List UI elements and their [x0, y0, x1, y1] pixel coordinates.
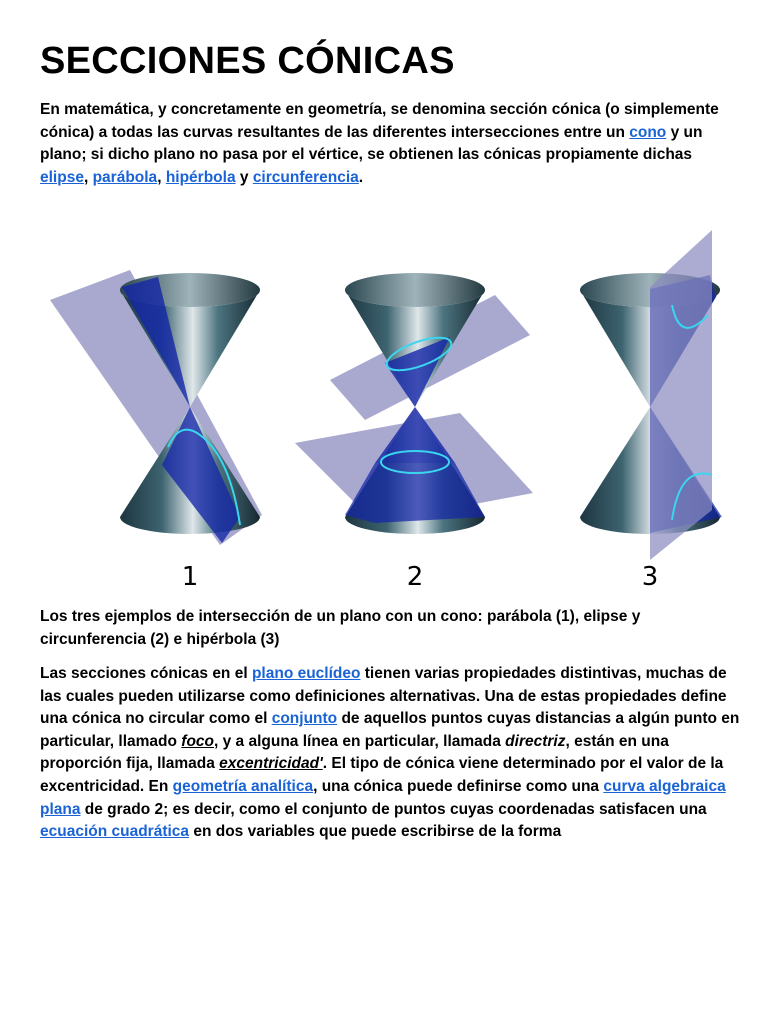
link-curva-algebraica-plana[interactable]: curva algebraica plana [40, 777, 726, 818]
cone-ellipse-circle [295, 273, 533, 534]
link-conjunto[interactable]: conjunto [271, 710, 338, 728]
figure-caption: Los tres ejemplos de intersección de un plano con un cono: parábola (1), elipse y circunferencia (2) e hipérbola (3) [40, 608, 641, 648]
intro-paragraph [40, 99, 740, 189]
body-paragraph [40, 663, 740, 844]
term-foco: foco [181, 732, 214, 750]
cone-hyperbola [580, 230, 722, 560]
link-parabola[interactable]: parábola [92, 168, 158, 186]
figure-label-1: 1 [181, 562, 199, 592]
intro-end: . [358, 168, 364, 186]
conic-sections-figure [40, 225, 740, 595]
link-hiperbola[interactable]: hipérbola [165, 168, 236, 186]
figure-label-2: 2 [406, 562, 424, 592]
plane-3 [650, 230, 712, 560]
body-text-6: . El tipo de cónica viene determinado por el valor de la excentricidad. En [40, 755, 724, 795]
intro-sep-3: y [235, 168, 253, 186]
term-directriz: directriz [505, 732, 566, 750]
body-text-2: tienen varias propiedades distintivas, muchas de las cuales pueden utilizarse como definiciones alternativas. Una de estas propiedades define una cónica no circular como el [40, 665, 727, 728]
intro-text-2: y un plano; si dicho plano no pasa por el vértice, se obtienen las cónicas propiamente dichas [40, 123, 703, 164]
link-circunferencia[interactable]: circunferencia [252, 168, 359, 186]
intro-sep-2: , [157, 168, 166, 186]
figure-label-3: 3 [641, 562, 659, 592]
link-plano-euclideo[interactable]: plano euclídeo [251, 665, 361, 682]
body-text-4: , y a alguna línea en particular, llamada [214, 732, 506, 750]
body-text-7: , una cónica puede definirse como una [313, 777, 604, 795]
link-geometria-analitica[interactable]: geometría analítica [172, 777, 314, 795]
link-cono[interactable]: cono [629, 123, 667, 141]
body-text-5: , están en una proporción fija, llamada [40, 732, 669, 773]
conic-sections-illustration [40, 225, 740, 595]
body-text-3: de aquellos puntos cuyas distancias a algún punto en particular, llamado [40, 710, 740, 750]
body-text-9: en dos variables que puede escribirse de la forma [189, 823, 562, 841]
intro-text-1: En matemática, y concretamente en geometría, se denomina sección cónica (o simplemente cónica) a todas las curvas resultantes de las diferentes intersecciones entre un [40, 101, 719, 141]
body-text-8: de grado 2; es decir, como el conjunto de puntos cuyas coordenadas satisfacen una [80, 800, 707, 818]
intro-sep-1: , [83, 168, 93, 186]
body-text-1: Las secciones cónicas en el [40, 665, 252, 682]
cone-parabola [50, 270, 262, 545]
link-ecuacion-cuadratica[interactable]: ecuación cuadrática [40, 823, 190, 841]
page-title: SECCIONES CÓNICAS [40, 40, 455, 82]
term-excentricidad: excentricidad' [219, 755, 323, 773]
link-elipse[interactable]: elipse [40, 168, 84, 186]
